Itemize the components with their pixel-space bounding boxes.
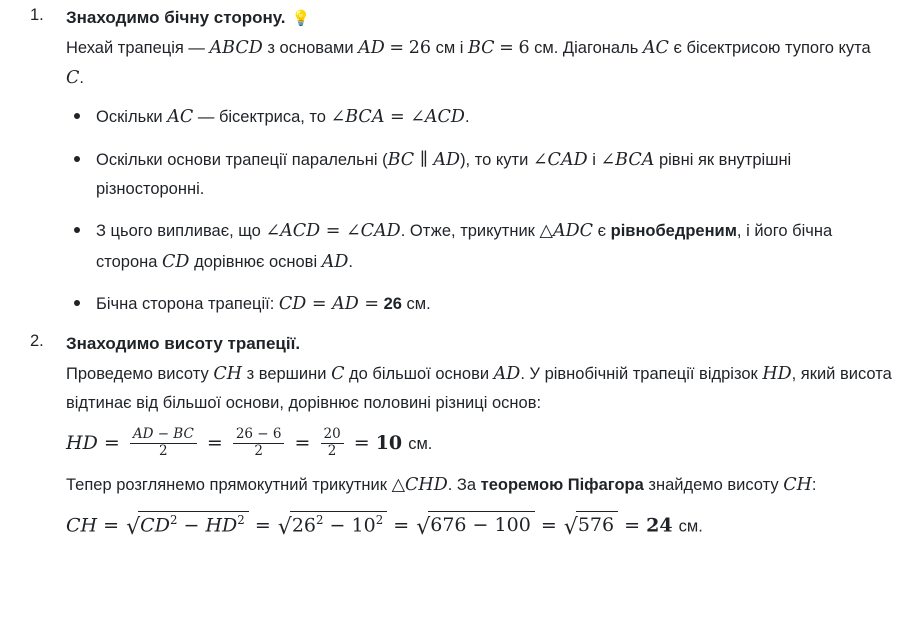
hd-frac1-num: AD − BC (132, 426, 194, 443)
step-1-bullets (66, 102, 892, 320)
sqrt-body-4: 576 (576, 511, 618, 538)
p2-text-d: : (811, 476, 817, 495)
b3-text-c: є (597, 222, 607, 241)
p2-bold-pythagoras: теоремою Піфагора (480, 476, 644, 495)
math-ac: AC (642, 37, 669, 58)
hd-result: 10 (375, 432, 403, 455)
sqrt-body-2 (290, 511, 387, 538)
p2-math-chd: △CHD (391, 475, 448, 496)
ch-eq-2: = (254, 514, 271, 537)
b1-math-2: ∠BCA = ∠ACD (330, 106, 465, 127)
b2-math-1: BC ∥ AD (387, 149, 461, 170)
b3-bold: рівнобедреним (610, 222, 737, 241)
ch-hd: HD (205, 514, 238, 537)
b3-math-2: △ADC (539, 221, 594, 242)
hd-unit: см. (408, 435, 433, 454)
sqrt-676-minus-100 (416, 511, 535, 539)
b3-math-4: AD (321, 251, 349, 272)
b2-text-c: і (592, 150, 596, 169)
ch-eq-3: = (393, 514, 410, 537)
p2-text-c: знайдемо висоту (648, 476, 779, 495)
step-2-title: Знаходимо висоту трапеції. (66, 333, 301, 353)
p1-text-a: Проведемо висоту (66, 364, 209, 383)
b3-math-3: CD (162, 251, 190, 272)
ch-cd-exp: 2 (169, 512, 178, 527)
hd-lhs: HD (66, 432, 98, 455)
ch-eq-5: = (624, 514, 641, 537)
hd-frac1-den: 2 (130, 443, 197, 460)
b3-text-b: . Отже, трикутник (400, 222, 535, 241)
ch-eq-1: = (103, 514, 120, 537)
list-item (66, 145, 892, 205)
fraction-20-over-2 (321, 427, 344, 459)
b2-math-3: ∠BCA (600, 149, 655, 170)
hd-frac2-num: 26 − 6 (235, 426, 282, 443)
steps-list (18, 6, 892, 539)
math-value-6: 6 (518, 37, 530, 58)
b3-text-d: , і його бічна сторона (96, 222, 833, 271)
fraction-26-minus-6-over-2 (233, 427, 285, 459)
ch-26-exp: 2 (316, 512, 324, 527)
hd-frac3-den: 2 (321, 443, 344, 460)
step-1-title: Знаходимо бічну сторону. (66, 8, 286, 27)
step-2-para-1 (66, 359, 892, 419)
math-value-26: 26 (408, 37, 431, 58)
radical-sign-icon: √ (563, 515, 578, 541)
fraction-ad-minus-bc-over-2 (130, 427, 197, 459)
list-item (66, 216, 892, 277)
b1-text-a: Оскільки (96, 107, 163, 126)
hd-frac2-den: 2 (233, 443, 285, 460)
p2-math-ch: CH (783, 475, 812, 496)
intro-text-3: є бісектрисою тупого кута (673, 38, 871, 57)
ch-minus-2: − (329, 514, 346, 537)
list-item (66, 102, 892, 133)
radical-sign-icon: √ (277, 515, 292, 541)
ch-eq-4: = (540, 514, 557, 537)
ch-hd-exp: 2 (237, 512, 245, 527)
b3-text-a: З цього випливає, що (96, 222, 261, 241)
ch-lhs: CH (66, 514, 98, 537)
b2-text-a: Оскільки основи трапеції паралельні ( (96, 150, 388, 169)
step-2-number: 2. (30, 331, 44, 350)
sqrt-576 (564, 511, 618, 539)
step-1-number: 1. (30, 6, 44, 24)
ch-result: 24 (646, 514, 673, 537)
intro-unit-1: см і (435, 38, 464, 57)
b2-text-d: рівні як внутрішні різносторонні. (96, 150, 792, 199)
step-2 (18, 332, 892, 539)
formula-hd (66, 428, 892, 460)
b4-math-1: CD = AD = (278, 294, 379, 315)
p1-math-ad: AD (493, 363, 521, 384)
b3-text-f: . (348, 252, 353, 271)
ch-10-exp: 2 (375, 512, 384, 527)
b4-text-b: см. (406, 295, 431, 314)
intro-text-1: Нехай трапеція — (66, 38, 205, 57)
ch-10: 10 (351, 514, 376, 537)
radical-sign-icon: √ (416, 515, 431, 541)
math-abcd: ABCD (209, 37, 263, 58)
b3-math-1: ∠ACD = ∠CAD (265, 221, 401, 242)
math-ad: AD (358, 37, 385, 58)
b4-text-a: Бічна сторона трапеції: (96, 295, 275, 314)
math-bc: BC (468, 37, 495, 58)
hd-eq-2: = (206, 432, 223, 455)
hd-eq-1: = (103, 432, 120, 455)
b1-math-1: AC (167, 106, 194, 127)
list-item (66, 289, 892, 320)
sqrt-cd2-minus-hd2 (126, 511, 249, 539)
b2-text-b: ), то кути (460, 150, 529, 169)
p2-text-b: . За (447, 476, 477, 495)
ch-minus-1: − (183, 514, 200, 537)
math-c: C (66, 68, 80, 89)
lightbulb-icon: 💡 (291, 10, 311, 27)
hd-frac3-num: 20 (323, 426, 341, 443)
step-1-title-row (66, 6, 892, 31)
b1-text-b: — бісектриса, то (197, 107, 326, 126)
p1-math-hd: HD (762, 363, 792, 384)
b4-bold-26: 26 (383, 295, 402, 314)
p2-text-a: Тепер розглянемо прямокутний трикутник (66, 476, 387, 495)
b3-text-e: дорівнює основі (194, 252, 318, 271)
step-1-intro (66, 33, 892, 94)
p1-text-e: , який висота відтинає від більшої основи, дорівнює половині різниці основ: (66, 364, 892, 413)
math-eq-2: = (499, 37, 514, 58)
p1-text-c: до більшої основи (349, 364, 490, 383)
radical-sign-icon: √ (126, 515, 141, 541)
p1-math-ch: CH (213, 363, 242, 384)
intro-text-4: . (79, 69, 84, 88)
p1-text-b: з вершини (246, 364, 327, 383)
p1-text-d: . У рівнобічній трапеції відрізок (520, 364, 758, 383)
sqrt-body-3: 676 − 100 (428, 511, 535, 538)
sqrt-body-1 (138, 511, 249, 538)
hd-eq-3: = (294, 432, 311, 455)
ch-cd: CD (140, 514, 170, 537)
ch-unit: см. (678, 517, 703, 536)
p1-math-c: C (331, 363, 345, 384)
hd-eq-4: = (353, 432, 370, 455)
formula-ch (66, 511, 892, 539)
intro-unit-2: см. Діагональ (534, 38, 639, 57)
sqrt-26sq-minus-10sq (278, 511, 387, 539)
b2-math-2: ∠CAD (532, 149, 588, 170)
step-2-para-2 (66, 470, 892, 501)
b1-text-c: . (464, 107, 470, 126)
ch-26: 26 (291, 514, 316, 537)
intro-text-2: з основами (267, 38, 354, 57)
step-1 (18, 6, 892, 320)
math-eq-1: = (389, 37, 405, 58)
